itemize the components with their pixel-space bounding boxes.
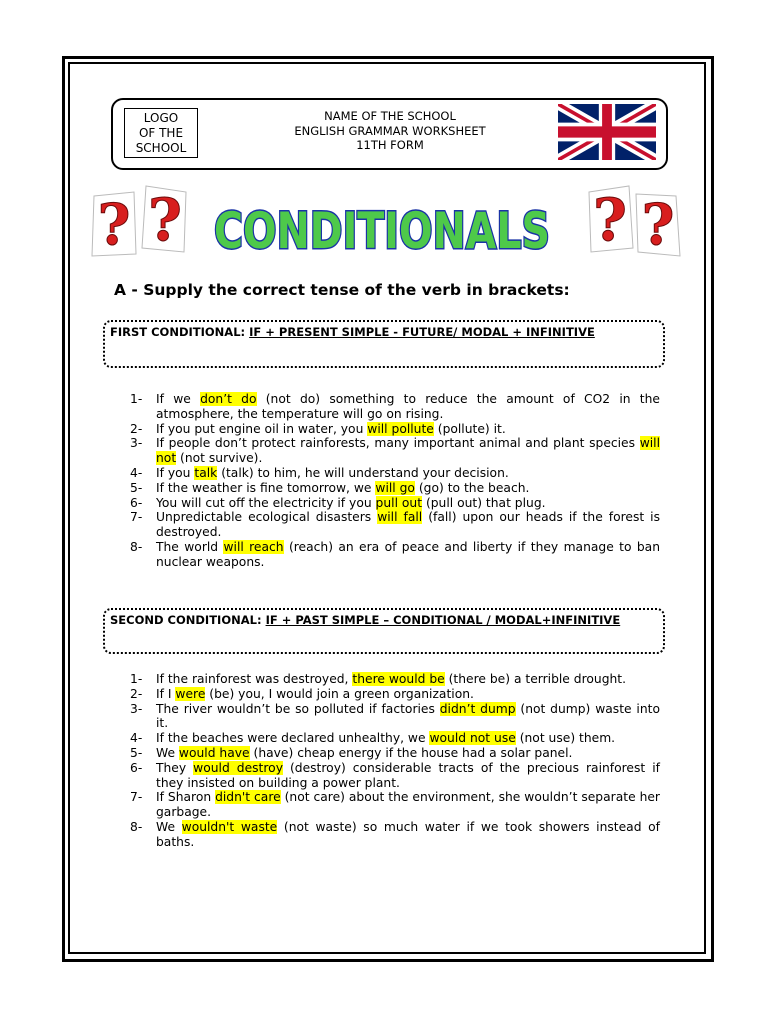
exercise-item bbox=[130, 540, 660, 570]
exercise-sentence bbox=[156, 746, 660, 761]
question-mark-icon bbox=[634, 190, 682, 258]
exercise-number: 8- bbox=[130, 819, 143, 834]
highlighted-answer: don’t do bbox=[200, 392, 257, 406]
sentence-end: (pollute) it. bbox=[433, 421, 506, 436]
school-info bbox=[270, 109, 510, 153]
sentence-start: The river wouldn’t be so polluted if factories bbox=[156, 701, 440, 716]
sentence-start: If you bbox=[156, 465, 195, 480]
sentence-end: (not do) something to reduce the amount of CO2 in the atmosphere, the temperature will go on rising. bbox=[156, 392, 660, 421]
second-conditional-exercises bbox=[130, 672, 660, 850]
logo-line: OF THE bbox=[138, 126, 184, 140]
sentence-start: If Sharon bbox=[156, 790, 216, 805]
exercise-number: 2- bbox=[130, 686, 143, 701]
first-conditional-rule: IF + PRESENT SIMPLE - FUTURE/ MODAL + INFINITIVE bbox=[249, 325, 595, 339]
question-mark-icon bbox=[90, 190, 138, 258]
exercise-sentence bbox=[156, 540, 660, 570]
exercise-sentence bbox=[156, 496, 660, 511]
exercise-number: 3- bbox=[130, 436, 143, 451]
sentence-start: If I bbox=[156, 686, 176, 701]
exercise-number: 7- bbox=[130, 790, 143, 805]
highlighted-answer: will fall bbox=[377, 510, 423, 525]
highlighted-answer: will pollute bbox=[367, 421, 434, 436]
sentence-end: (not use) them. bbox=[515, 731, 616, 746]
sentence-start: If the beaches were declared unhealthy, we bbox=[156, 731, 430, 746]
sentence-start: Unpredictable ecological disasters bbox=[156, 510, 378, 525]
sentence-end: (fall) upon our heads if the forest is destroyed. bbox=[156, 510, 660, 540]
conditionals-title bbox=[210, 196, 555, 266]
highlighted-answer: didn’t dump bbox=[439, 701, 516, 716]
exercise-item bbox=[130, 790, 660, 820]
logo-line: LOGO bbox=[143, 111, 179, 125]
exercise-item bbox=[130, 422, 660, 437]
highlighted-answer: were bbox=[175, 686, 206, 701]
exercise-item bbox=[130, 392, 660, 422]
exercise-sentence bbox=[156, 422, 660, 437]
first-conditional-rule-box bbox=[103, 320, 665, 368]
exercise-number: 4- bbox=[130, 731, 143, 746]
exercise-number: 1- bbox=[130, 672, 143, 686]
sentence-start: They bbox=[156, 760, 194, 775]
exercise-item bbox=[130, 702, 660, 732]
question-mark-icon bbox=[585, 184, 635, 254]
svg-text:?: ? bbox=[97, 192, 131, 258]
second-conditional-rule-box bbox=[103, 608, 665, 654]
exercise-sentence bbox=[156, 392, 660, 422]
highlighted-answer: will not bbox=[156, 436, 660, 466]
sentence-end: (not survive). bbox=[176, 451, 263, 466]
sentence-start: If you put engine oil in water, you bbox=[156, 421, 368, 436]
sentence-start: We bbox=[156, 745, 179, 760]
sentence-end: (there be) a terrible drought. bbox=[444, 672, 627, 686]
exercise-number: 6- bbox=[130, 495, 143, 510]
first-conditional-label: FIRST CONDITIONAL: bbox=[110, 325, 246, 339]
exercise-number: 5- bbox=[130, 745, 143, 760]
exercise-item bbox=[130, 820, 660, 850]
exercise-sentence bbox=[156, 702, 660, 732]
highlighted-answer: wouldn't waste bbox=[181, 819, 278, 834]
exercise-item bbox=[130, 466, 660, 481]
exercise-item bbox=[130, 510, 660, 540]
highlighted-answer: talk bbox=[194, 465, 218, 480]
sentence-end: (reach) an era of peace and liberty if they manage to ban nuclear weapons. bbox=[156, 539, 660, 569]
svg-text:?: ? bbox=[593, 186, 627, 254]
exercise-number: 1- bbox=[130, 392, 143, 406]
highlighted-answer: will reach bbox=[223, 539, 284, 554]
sentence-end: (pull out) that plug. bbox=[422, 495, 546, 510]
svg-text:?: ? bbox=[641, 192, 675, 258]
form-level: 11TH FORM bbox=[356, 138, 424, 152]
exercise-sentence bbox=[156, 687, 660, 702]
sentence-end: (talk) to him, he will understand your decision. bbox=[217, 465, 509, 480]
exercise-sentence bbox=[156, 790, 660, 820]
highlighted-answer: would have bbox=[178, 745, 250, 760]
sentence-start: If people don’t protect rainforests, many important animal and plant species bbox=[156, 436, 640, 451]
exercise-number: 6- bbox=[130, 760, 143, 775]
highlighted-answer: will go bbox=[375, 480, 415, 495]
highlighted-answer: would not use bbox=[429, 731, 516, 746]
sentence-end: (not waste) so much water if we took showers instead of baths. bbox=[156, 819, 660, 849]
sentence-start: We bbox=[156, 819, 182, 834]
highlighted-answer: pull out bbox=[375, 495, 423, 510]
logo-line: SCHOOL bbox=[135, 141, 187, 155]
sentence-end: (be) you, I would join a green organization. bbox=[205, 686, 474, 701]
sentence-start: If the weather is fine tomorrow, we bbox=[156, 480, 376, 495]
exercise-number: 2- bbox=[130, 421, 143, 436]
exercise-item bbox=[130, 496, 660, 511]
worksheet-title: ENGLISH GRAMMAR WORKSHEET bbox=[294, 123, 486, 138]
question-mark-icon bbox=[140, 184, 190, 254]
title-text: CONDITIONALS bbox=[214, 202, 550, 260]
second-conditional-label: SECOND CONDITIONAL: bbox=[110, 613, 262, 627]
exercise-number: 5- bbox=[130, 480, 143, 495]
exercise-item bbox=[130, 731, 660, 746]
exercise-sentence bbox=[156, 820, 660, 850]
exercise-sentence bbox=[156, 731, 660, 746]
uk-flag-icon bbox=[558, 104, 656, 160]
exercise-item bbox=[130, 481, 660, 496]
sentence-start: The world bbox=[156, 539, 224, 554]
exercise-number: 7- bbox=[130, 510, 143, 525]
school-name: NAME OF THE SCHOOL bbox=[324, 109, 456, 123]
exercise-sentence bbox=[156, 466, 660, 481]
exercise-sentence bbox=[156, 510, 660, 540]
highlighted-answer: there would be bbox=[352, 672, 445, 686]
first-conditional-exercises bbox=[130, 392, 660, 570]
sentence-end: (not care) about the environment, she wouldn’t separate her garbage. bbox=[156, 790, 660, 820]
exercise-sentence bbox=[156, 481, 660, 496]
sentence-end: (not dump) waste into it. bbox=[156, 701, 660, 731]
exercise-number: 3- bbox=[130, 701, 143, 716]
exercise-item bbox=[130, 761, 660, 791]
exercise-item bbox=[130, 746, 660, 761]
sentence-end: (destroy) considerable tracts of the precious rainforest if they insisted on building a power plant. bbox=[156, 760, 660, 790]
highlighted-answer: didn't care bbox=[215, 790, 281, 805]
highlighted-answer: would destroy bbox=[193, 760, 283, 775]
svg-text:?: ? bbox=[148, 186, 182, 254]
school-logo-placeholder bbox=[124, 108, 198, 158]
exercise-item bbox=[130, 436, 660, 466]
exercise-sentence bbox=[156, 672, 660, 687]
exercise-item bbox=[130, 672, 660, 687]
section-a-instruction: A - Supply the correct tense of the verb in brackets: bbox=[114, 281, 570, 299]
second-conditional-rule: IF + PAST SIMPLE – CONDITIONAL / MODAL+INFINITIVE bbox=[265, 613, 621, 627]
exercise-sentence bbox=[156, 761, 660, 791]
sentence-start: You will cut off the electricity if you bbox=[156, 495, 376, 510]
exercise-number: 4- bbox=[130, 465, 143, 480]
sentence-end: (go) to the beach. bbox=[414, 480, 530, 495]
sentence-start: If the rainforest was destroyed, bbox=[156, 672, 353, 686]
exercise-sentence bbox=[156, 436, 660, 466]
exercise-number: 8- bbox=[130, 539, 143, 554]
sentence-end: (have) cheap energy if the house had a solar panel. bbox=[249, 745, 573, 760]
sentence-start: If we bbox=[156, 392, 201, 406]
exercise-item bbox=[130, 687, 660, 702]
